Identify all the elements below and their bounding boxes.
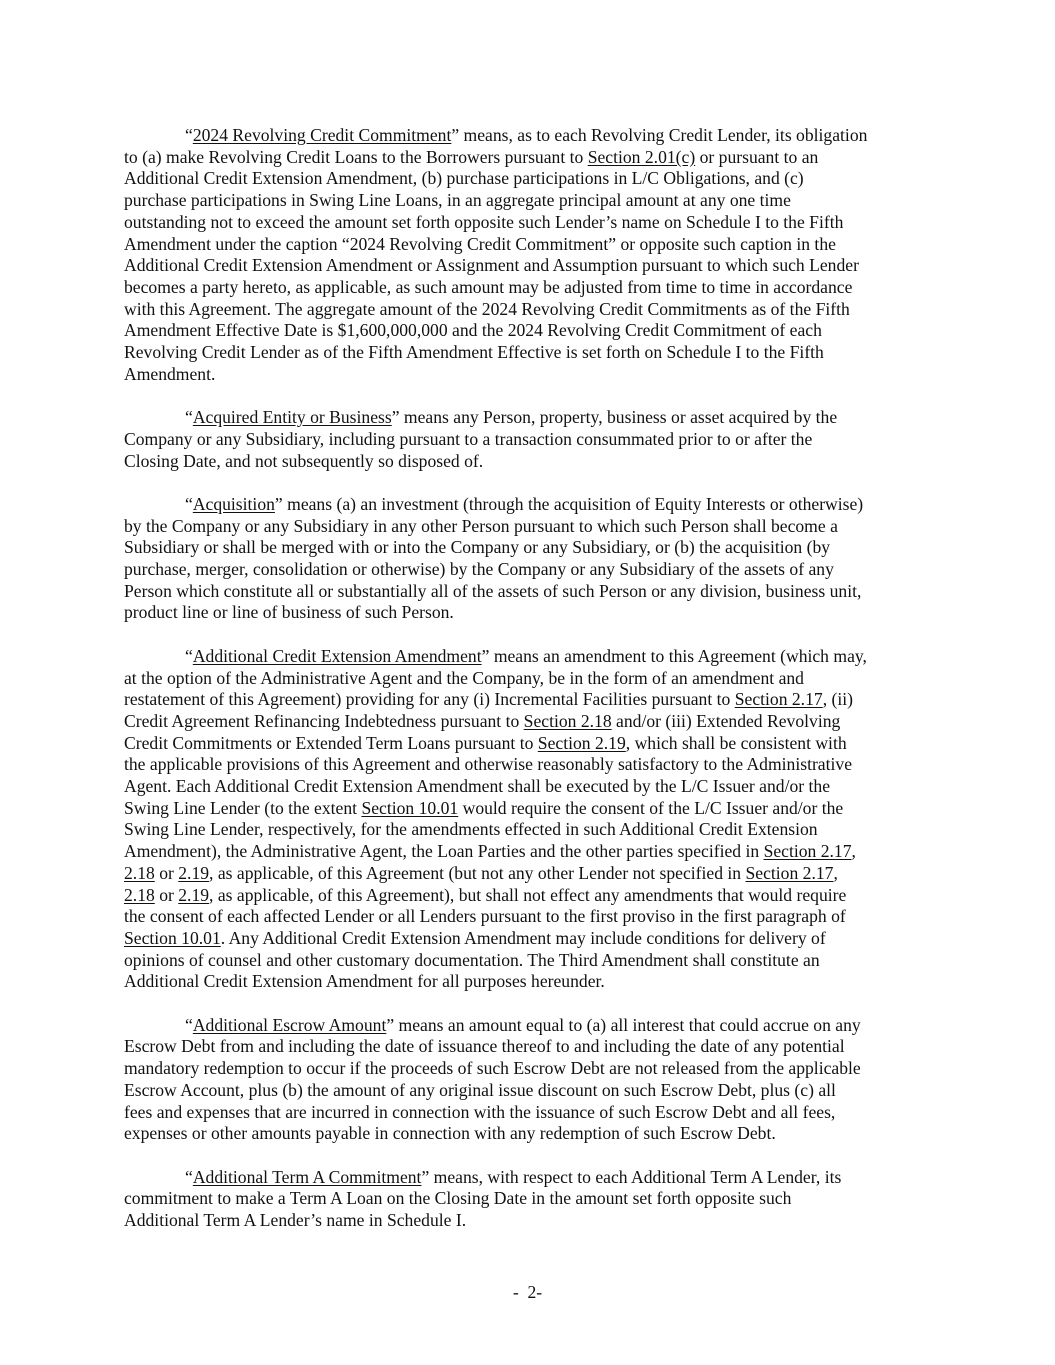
- definition-text: ,: [833, 862, 838, 883]
- definition-paragraph: [124, 125, 930, 385]
- definition-text: and/or (iii) Extended Revolving Credit Commitments or Extended Term Loans pursuant to: [124, 710, 841, 753]
- definition-text: ” means, with respect to each Additional Term A Lender, its commitment to make a Term A Loan on the Closing Date in the amount set forth opposite such Additional Term A Lender’s name in Schedule I.: [124, 1166, 842, 1231]
- definition-text: , as applicable, of this Agreement (but not any other Lender not specified in: [209, 862, 746, 883]
- definition-text: ” means an amount equal to (a) all interest that could accrue on any Escrow Debt from and including the date of issuance thereof to and including the date of any potential mandatory redemption to occur if the proceeds of such Escrow Debt are not released from the applicable Escrow Account, plus (b) the amount of any original issue discount on such Escrow Debt, plus (c) all fees and expenses that are incurred in connection with the issuance of such Escrow Debt and all fees, expenses or other amounts payable in connection with any redemption of such Escrow Debt.: [124, 1014, 861, 1144]
- section-reference: Section 10.01: [124, 927, 221, 948]
- definition-text: , (ii) Credit Agreement Refinancing Indebtedness pursuant to: [124, 689, 853, 731]
- definition-text: “: [185, 493, 193, 514]
- defined-term: Acquisition: [192, 493, 275, 514]
- section-reference: 2.19: [178, 884, 210, 905]
- defined-term: 2024 Revolving Credit Commitment: [192, 125, 452, 145]
- definition-text: would require the consent of the L/C Issuer and/or the Swing Line Lender, respectively, for the amendments effected in such Additional Credit Extension Amendment), the Administrative Agent, the Loan Parties and the other parties specified in: [124, 797, 844, 862]
- section-reference: Section 2.17: [734, 689, 823, 710]
- definition-paragraph: [124, 407, 930, 472]
- section-reference: Section 2.17: [745, 862, 834, 883]
- defined-term: Acquired Entity or Business: [192, 407, 392, 428]
- definition-text: , as applicable, of this Agreement), but shall not effect any amendments that would require the consent of each affected Lender or all Lenders pursuant to the first proviso in the first paragraph of: [124, 884, 847, 927]
- definition-text: ” means (a) an investment (through the acquisition of Equity Interests or otherwise) by the Company or any Subsidiary in any other Person pursuant to which such Person shall become a Subsidiary or shall be merged with or into the Company or any Subsidiary, or (b) the acquisition (by purchase, merger, consolidation or otherwise) by the Company or any Subsidiary of the assets of any Person which constitute all or substantially all of the assets of such Person or any division, business unit, product line or line of business of such Person.: [124, 493, 864, 623]
- document-body: [124, 125, 930, 1253]
- definition-text: “: [185, 407, 193, 428]
- definition-text: . Any Additional Credit Extension Amendment may include conditions for delivery of opinions of counsel and other customary documentation. The Third Amendment shall constitute an Additional Credit Extension Amendment for all purposes hereunder.: [124, 927, 826, 992]
- definition-text: or pursuant to an Additional Credit Extension Amendment, (b) purchase participations in L/C Obligations, and (c) purchase participations in Swing Line Loans, in an aggregate principal amount at any one time outstanding not to exceed the amount set forth opposite such Lender’s name on Schedule I to the Fifth Amendment under the caption “2024 Revolving Credit Commitment” or opposite such caption in the Additional Credit Extension Amendment or Assignment and Assumption pursuant to which such Lender becomes a party hereto, as applicable, as such amount may be adjusted from time to time in accordance with this Agreement. The aggregate amount of the 2024 Revolving Credit Commitments as of the Fifth Amendment Effective Date is $1,600,000,000 and the 2024 Revolving Credit Commitment of each Revolving Credit Lender as of the Fifth Amendment Effective is set forth on Schedule I to the Fifth Amendment.: [124, 146, 859, 384]
- definition-paragraph: [124, 1015, 930, 1145]
- definition-text: ” means, as to each Revolving Credit Lender, its obligation to (a) make Revolving Credit Loans to the Borrowers pursuant to: [124, 125, 868, 167]
- definition-paragraph: [124, 494, 930, 624]
- definition-text: “: [185, 645, 193, 666]
- section-reference: Section 2.17: [763, 841, 852, 862]
- definition-paragraph: [124, 1167, 930, 1232]
- defined-term: Additional Credit Extension Amendment: [192, 645, 482, 666]
- section-reference: Section 2.19: [537, 732, 626, 753]
- definition-text: ” means an amendment to this Agreement (which may, at the option of the Administrative Agent and the Company, be in the form of an amendment and restatement of this Agreement) providing for any (i) Incremental Facilities pursuant to: [124, 645, 867, 710]
- section-reference: 2.18: [124, 884, 155, 905]
- definition-paragraph: [124, 646, 930, 993]
- section-reference: Section 2.18: [523, 710, 612, 731]
- defined-term: Additional Escrow Amount: [192, 1014, 387, 1035]
- definition-text: or: [154, 884, 179, 905]
- definition-text: ” means any Person, property, business or asset acquired by the Company or any Subsidiary, including pursuant to a transaction consummated prior to or after the Closing Date, and not subsequently so disposed of.: [124, 407, 838, 471]
- definition-text: or: [154, 862, 179, 883]
- defined-term: Additional Term A Commitment: [192, 1166, 422, 1187]
- definition-text: “: [185, 1014, 193, 1035]
- page-number: - 2-: [512, 1282, 543, 1302]
- section-reference: 2.19: [178, 862, 210, 883]
- section-reference: Section 10.01: [361, 797, 459, 818]
- definition-text: “: [185, 1166, 193, 1187]
- definition-text: ,: [851, 841, 856, 862]
- section-reference: 2.18: [124, 862, 155, 883]
- definition-text: , which shall be consistent with the applicable provisions of this Agreement and otherwise reasonably satisfactory to the Administrative Agent. Each Additional Credit Extension Amendment shall be executed by the L/C Issuer and/or the Swing Line Lender (to the extent: [124, 732, 853, 818]
- section-reference: Section 2.01(c): [587, 146, 696, 167]
- definition-text: “: [185, 125, 193, 145]
